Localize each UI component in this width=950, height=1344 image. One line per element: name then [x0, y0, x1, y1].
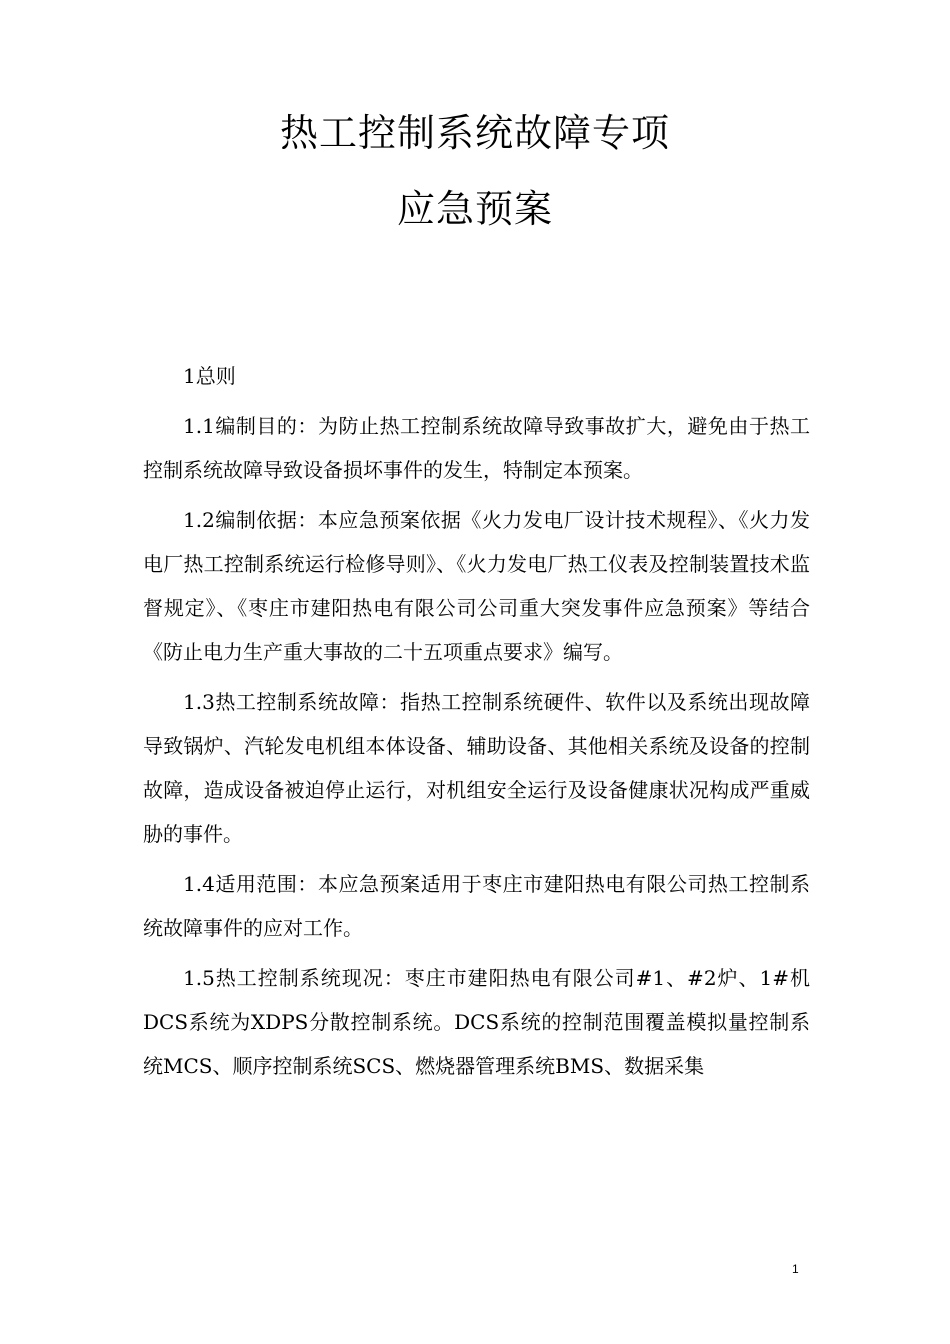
- paragraph-1-4: 1.4适用范围：本应急预案适用于枣庄市建阳热电有限公司热工控制系统故障事件的应对工作。: [143, 872, 810, 940]
- paragraph-1-1: 1.1编制目的：为防止热工控制系统故障导致事故扩大，避免由于热工控制系统故障导致设备损坏事件的发生，特制定本预案。: [143, 414, 810, 482]
- paragraph-1-3: 1.3热工控制系统故障：指热工控制系统硬件、软件以及系统出现故障导致锅炉、汽轮发电机组本体设备、辅助设备、其他相关系统及设备的控制故障，造成设备被迫停止运行，对机组安全运行及设备健康状况构成严重威胁的事件。: [143, 690, 810, 846]
- document-title-line-1: 热工控制系统故障专项: [279, 111, 670, 155]
- paragraph-1-2: 1.2编制依据：本应急预案依据《火力发电厂设计技术规程》、《火力发电厂热工控制系统运行检修导则》、《火力发电厂热工仪表及控制装置技术监督规定》、《枣庄市建阳热电有限公司公司重大突发事件应急预案》等结合《防止电力生产重大事故的二十五项重点要求》编写。: [143, 508, 810, 664]
- page-number: 1: [792, 1262, 799, 1276]
- section-heading: 1总则: [183, 364, 236, 388]
- document-body: [143, 354, 810, 1094]
- document-title-line-2: 应急预案: [396, 187, 553, 231]
- paragraph-1-5: 1.5热工控制系统现况：枣庄市建阳热电有限公司#1、#2炉、1#机DCS系统为XDPS分散控制系统。DCS系统的控制范围覆盖模拟量控制系统MCS、顺序控制系统SCS、燃烧器管理系统BMS、数据采集: [143, 966, 810, 1078]
